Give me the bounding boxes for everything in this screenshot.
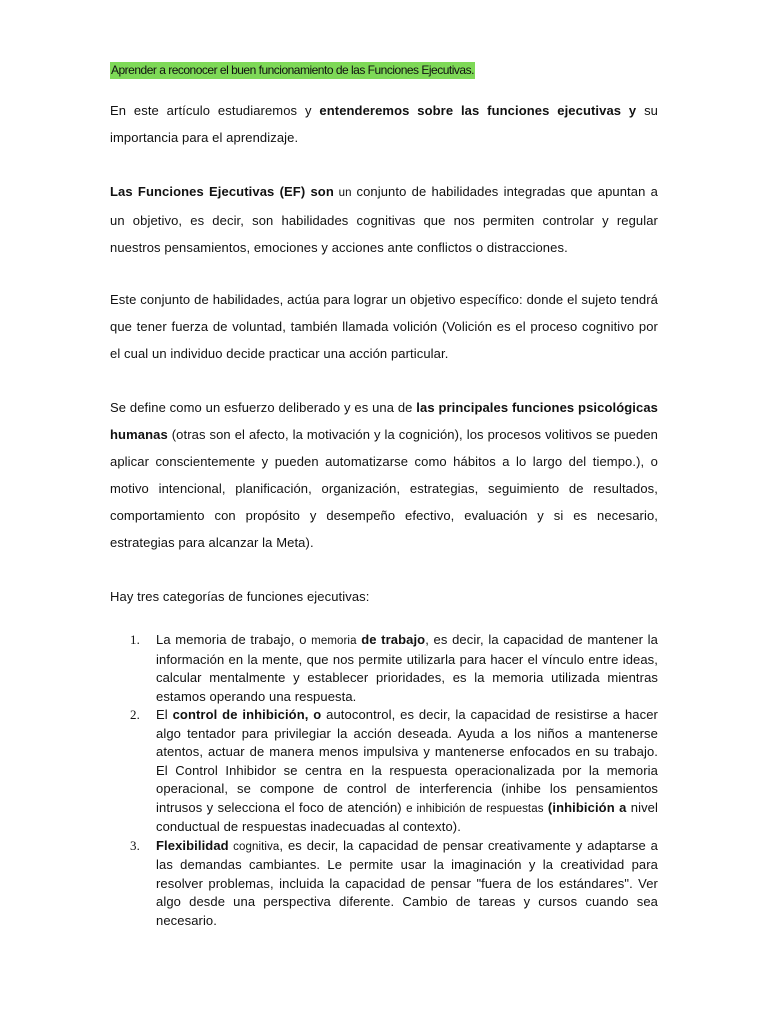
text-run: En este artículo estudiaremos y	[110, 103, 320, 118]
text-run: autocontrol, es decir, la capacidad de resistirse a hacer algo tentador para privilegiar la acción deseada. Ayuda a los niños a mantenerse atentos, actuar de manera menos impulsiva y mantenerse enfocados en su trabajo. El Control Inhibidor se centra en la respuesta operacionalizada por la memoria operacional, se compone de control de interferencia (inhibe los pensamientos intrusos y selecciona el foco de atención)	[156, 707, 658, 815]
text-run: e inhibición de respuestas	[406, 802, 544, 815]
text-run: (otras son el afecto, la motivación y la cognición), los procesos volitivos se pueden aplicar conscientemente y pueden automatizarse como hábitos a lo largo del tiempo.), o motivo intencional, planificación, organización, estrategias, seguimiento de resultados, comportamiento con propósito y desempeño efectivo, evaluación y si es necesario, estrategias para alcanzar la Meta).	[110, 427, 658, 550]
list-number: 3.	[130, 837, 140, 853]
bold-run: (inhibición a	[543, 799, 627, 815]
bold-run: las principales funciones psicológicas humanas	[110, 400, 658, 442]
text-run: memoria	[311, 635, 357, 647]
paragraph-definition	[110, 178, 658, 261]
text-run: Se define como un esfuerzo deliberado y es una de	[110, 400, 417, 415]
list-item	[110, 837, 658, 931]
text-run: su importancia para el aprendizaje.	[110, 103, 659, 145]
text-run: , es decir, la capacidad de mantener la información en la mente, que nos permite utilizarla para hacer el vínculo entre ideas, calcular mentalmente y establecer prioridades, es la memoria utilizada mientras estamos operando una respuesta.	[156, 632, 658, 704]
list-number: 1.	[130, 632, 140, 647]
list-item	[110, 631, 658, 706]
bold-run: Flexibilidad	[156, 837, 229, 853]
text-run: El	[156, 707, 173, 722]
bold-run: control de inhibición, o	[172, 707, 322, 722]
categories-list	[110, 631, 658, 930]
text-run: nivel conductual de respuestas inadecuadas al contexto).	[156, 799, 659, 834]
document-title: Aprender a reconocer el buen funcionamiento de las Funciones Ejecutivas.	[111, 63, 474, 77]
bold-run: de trabajo	[356, 632, 426, 647]
paragraph-intro	[110, 97, 658, 151]
text-run: cognitiva	[228, 840, 280, 853]
list-number: 2.	[130, 707, 140, 722]
text-run: conjunto de habilidades integradas que apuntan a un objetivo, es decir, son habilidades cognitivas que nos permiten controlar y regular nuestros pensamientos, emociones y acciones ante conflictos o distracciones.	[110, 184, 658, 255]
paragraph-effort	[110, 394, 658, 556]
text-run: , es decir, la capacidad de pensar creativamente y adaptarse a las demandas cambiantes. Le permite usar la imaginación y la creatividad para resolver problemas, incluida la capacidad de pensar "fuera de los estándares". Ver algo desde una perspectiva diferente. Cambio de tareas y cursos cuando sea necesario.	[156, 837, 659, 928]
text-run: un	[333, 187, 357, 199]
bold-run: entenderemos sobre las funciones ejecutivas y	[319, 103, 637, 118]
list-item	[110, 706, 658, 837]
bold-run: Las Funciones Ejecutivas (EF) son	[110, 184, 334, 199]
paragraph-volition: Este conjunto de habilidades, actúa para lograr un objetivo específico: donde el sujeto tendrá que tener fuerza de voluntad, también llamada volición (Volición es el proceso cognitivo por el cual un individuo decide practicar una acción particular.	[110, 292, 658, 361]
text-run: La memoria de trabajo, o	[156, 632, 312, 647]
paragraph-categories: Hay tres categorías de funciones ejecutivas:	[110, 589, 370, 604]
